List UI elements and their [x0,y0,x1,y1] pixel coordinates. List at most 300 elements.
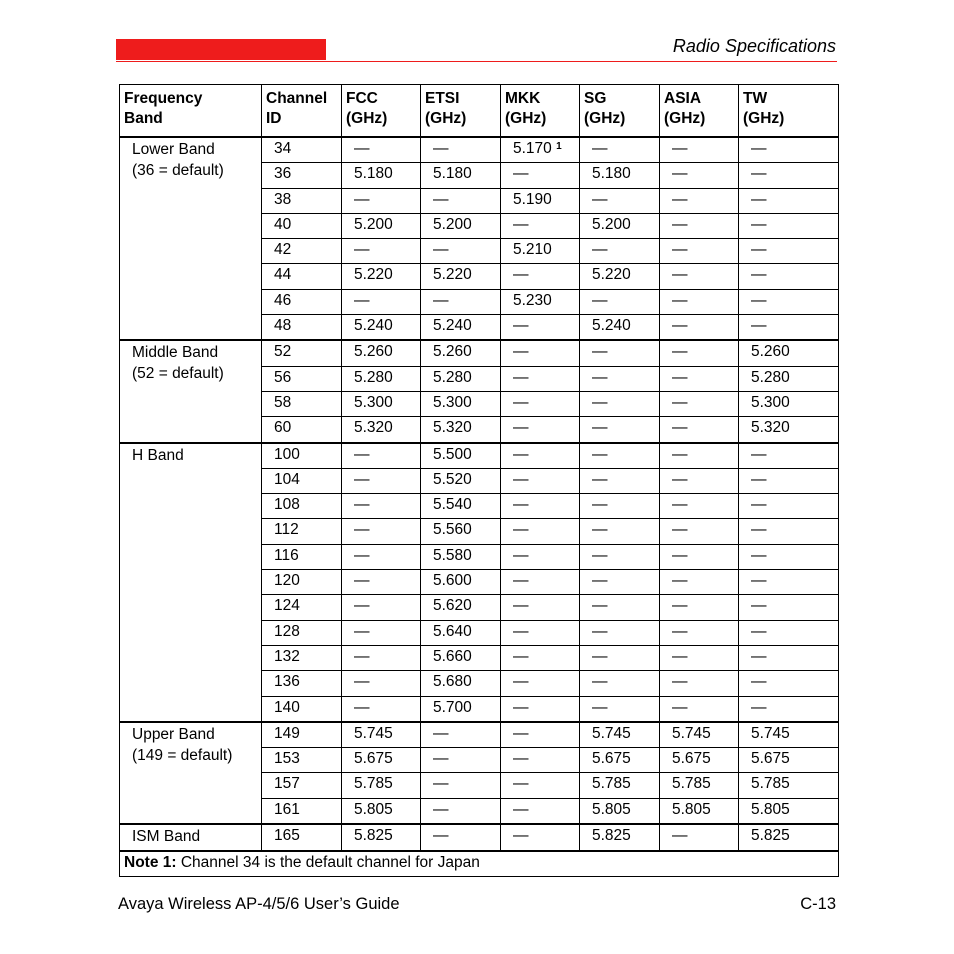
cell-value: 58 [274,393,292,411]
asia-frequency-cell [660,595,739,620]
asia-frequency-cell [660,671,739,696]
cell-value: 5.785 [672,775,711,793]
column-header-line: (GHz) [664,110,706,127]
cell-value: 5.180 [433,165,472,183]
cell-value: 46 [274,291,292,309]
tw-frequency-cell [739,417,839,443]
channel-id-cell [262,417,342,443]
cell-value: — [751,496,767,514]
cell-value: — [592,546,608,564]
tw-frequency-cell [739,494,839,519]
asia-frequency-cell [660,443,739,469]
asia-frequency-cell [660,289,739,314]
cell-value: — [513,419,529,437]
channel-id-cell [262,722,342,748]
cell-value: 5.190 [513,190,552,208]
cell-value: 112 [274,521,299,539]
mkk-frequency-cell [501,519,580,544]
fcc-frequency-cell [342,391,421,416]
fcc-frequency-cell [342,671,421,696]
asia-frequency-cell [660,748,739,773]
sg-frequency-cell [580,443,660,469]
cell-value: 5.210 [513,241,552,259]
cell-value: — [433,827,449,845]
cell-value: — [513,343,529,361]
etsi-frequency-cell [421,671,501,696]
cell-value: 5.280 [433,368,472,386]
cell-value: — [513,750,529,768]
asia-frequency-cell [660,137,739,163]
cell-value: — [592,673,608,691]
asia-frequency-cell [660,570,739,595]
asia-frequency-cell [660,773,739,798]
channel-id-cell [262,340,342,366]
cell-value: 5.220 [433,266,472,284]
channel-id-cell [262,391,342,416]
cell-value: — [433,800,449,818]
asia-frequency-cell [660,213,739,238]
fcc-frequency-cell [342,722,421,748]
cell-value: — [672,291,688,309]
tw-frequency-cell [739,188,839,213]
band-label: Lower Band [132,141,215,158]
fcc-frequency-cell [342,544,421,569]
column-header-line: (GHz) [425,110,467,127]
etsi-frequency-cell [421,289,501,314]
cell-value: — [672,496,688,514]
cell-value: — [354,140,370,157]
cell-value: — [354,647,370,665]
cell-value: — [592,368,608,386]
cell-value: — [672,572,688,590]
band-name-cell [120,722,262,824]
asia-frequency-cell [660,163,739,188]
cell-value: — [354,698,370,716]
tw-frequency-cell [739,443,839,469]
tw-frequency-cell [739,798,839,824]
sg-frequency-cell [580,468,660,493]
tw-frequency-cell [739,137,839,163]
cell-value: 5.640 [433,622,472,640]
cell-value: — [672,827,688,845]
cell-value: — [513,800,529,818]
sg-frequency-cell [580,595,660,620]
channel-id-cell [262,595,342,620]
cell-value: — [354,597,370,615]
column-header-line: ID [266,110,282,127]
cell-value: — [513,496,529,514]
mkk-frequency-cell [501,366,580,391]
footer-guide-title: Avaya Wireless AP-4/5/6 User’s Guide [118,895,400,913]
asia-frequency-cell [660,519,739,544]
sg-frequency-cell [580,137,660,163]
tw-frequency-cell [739,722,839,748]
column-header-line: (GHz) [584,110,626,127]
tw-frequency-cell [739,773,839,798]
column-header-frequency-band [120,85,262,138]
etsi-frequency-cell [421,443,501,469]
cell-value: — [513,266,529,284]
band-name-cell [120,137,262,340]
cell-value: — [672,546,688,564]
mkk-frequency-cell [501,544,580,569]
cell-value: — [592,698,608,716]
fcc-frequency-cell [342,824,421,851]
cell-value: — [751,572,767,590]
etsi-frequency-cell [421,340,501,366]
column-header-fcc [342,85,421,138]
fcc-frequency-cell [342,468,421,493]
cell-value: — [592,622,608,640]
sg-frequency-cell [580,289,660,314]
fcc-frequency-cell [342,289,421,314]
cell-value: — [354,521,370,539]
cell-value: 5.200 [354,215,393,233]
cell-value: 5.745 [354,724,393,742]
channel-id-cell [262,163,342,188]
cell-value: — [354,190,370,208]
tw-frequency-cell [739,391,839,416]
cell-value: 5.260 [433,343,472,361]
cell-value: 34 [274,140,292,157]
sg-frequency-cell [580,798,660,824]
etsi-frequency-cell [421,494,501,519]
cell-value: — [433,190,449,208]
cell-value: — [433,241,449,259]
cell-value: — [354,445,370,463]
etsi-frequency-cell [421,519,501,544]
cell-value: 48 [274,317,292,335]
tw-frequency-cell [739,620,839,645]
tw-frequency-cell [739,468,839,493]
cell-value: — [672,647,688,665]
sg-frequency-cell [580,773,660,798]
cell-value: — [592,419,608,437]
cell-value: — [751,241,767,259]
tw-frequency-cell [739,824,839,851]
sg-frequency-cell [580,722,660,748]
cell-value: 5.805 [672,800,711,818]
cell-value: — [672,521,688,539]
cell-value: 5.230 [513,291,552,309]
channel-id-cell [262,494,342,519]
fcc-frequency-cell [342,264,421,289]
fcc-frequency-cell [342,163,421,188]
footnote-row [120,851,839,877]
cell-value: — [672,622,688,640]
asia-frequency-cell [660,417,739,443]
cell-value: — [672,368,688,386]
fcc-frequency-cell [342,519,421,544]
cell-value: — [672,419,688,437]
cell-value: — [672,317,688,335]
cell-value: 36 [274,165,292,183]
channel-id-cell [262,315,342,341]
cell-value: — [513,393,529,411]
asia-frequency-cell [660,315,739,341]
cell-value: — [751,215,767,233]
cell-value: — [513,775,529,793]
cell-value: 5.805 [592,800,631,818]
cell-value: — [672,470,688,488]
asia-frequency-cell [660,722,739,748]
cell-value: — [433,775,449,793]
asia-frequency-cell [660,239,739,264]
mkk-frequency-cell [501,798,580,824]
etsi-frequency-cell [421,824,501,851]
cell-value: 42 [274,241,292,259]
mkk-frequency-cell [501,443,580,469]
fcc-frequency-cell [342,315,421,341]
cell-value: 5.675 [354,750,393,768]
column-header-line: Frequency [124,90,203,107]
cell-value: 136 [274,673,300,691]
mkk-frequency-cell [501,468,580,493]
table-row [120,722,839,748]
band-label: H Band [132,446,184,464]
cell-value: 140 [274,698,300,716]
cell-value: — [513,445,529,463]
cell-value: 5.745 [672,724,711,742]
tw-frequency-cell [739,239,839,264]
sg-frequency-cell [580,315,660,341]
mkk-frequency-cell [501,824,580,851]
fcc-frequency-cell [342,239,421,264]
tw-frequency-cell [739,315,839,341]
cell-value: — [513,724,529,742]
cell-value: — [513,597,529,615]
table-footnote [120,851,839,877]
cell-value: — [513,215,529,233]
tw-frequency-cell [739,595,839,620]
channel-id-cell [262,671,342,696]
cell-value: 5.560 [433,521,472,539]
cell-value: — [672,445,688,463]
fcc-frequency-cell [342,494,421,519]
channel-id-cell [262,544,342,569]
mkk-frequency-cell [501,188,580,213]
cell-value: 5.620 [433,597,472,615]
cell-value: — [751,190,767,208]
cell-value: 5.240 [354,317,393,335]
cell-value: — [513,165,529,183]
header-row [120,85,839,138]
cell-value: — [592,496,608,514]
band-label: (149 = default) [132,746,233,764]
cell-value: — [751,445,767,463]
sg-frequency-cell [580,620,660,645]
cell-value: 5.300 [751,393,790,411]
fcc-frequency-cell [342,748,421,773]
cell-value: — [592,291,608,309]
sg-frequency-cell [580,213,660,238]
sg-frequency-cell [580,391,660,416]
cell-value: 157 [274,775,300,793]
cell-value: 132 [274,647,300,665]
cell-value: — [513,622,529,640]
cell-value: — [751,622,767,640]
etsi-frequency-cell [421,620,501,645]
cell-value: 108 [274,496,300,514]
column-header-tw [739,85,839,138]
band-label: Upper Band [132,725,215,743]
footnote-marker: 1 [556,141,562,152]
mkk-frequency-cell [501,595,580,620]
cell-value: — [751,673,767,691]
asia-frequency-cell [660,645,739,670]
cell-value: — [433,140,449,157]
fcc-frequency-cell [342,696,421,722]
fcc-frequency-cell [342,570,421,595]
cell-value: — [433,750,449,768]
cell-value: 5.825 [751,827,790,845]
cell-value: 5.240 [592,317,631,335]
mkk-frequency-cell [501,494,580,519]
cell-value: 5.220 [592,266,631,284]
band-label: (52 = default) [132,365,224,383]
tw-frequency-cell [739,264,839,289]
mkk-frequency-cell [501,773,580,798]
fcc-frequency-cell [342,137,421,163]
fcc-frequency-cell [342,213,421,238]
cell-value: 5.520 [433,470,472,488]
cell-value: — [433,291,449,309]
mkk-frequency-cell [501,137,580,163]
cell-value: — [672,140,688,157]
cell-value: 124 [274,597,300,615]
cell-value: 5.200 [592,215,631,233]
column-header-line: (GHz) [505,110,547,127]
sg-frequency-cell [580,264,660,289]
cell-value: — [513,470,529,488]
etsi-frequency-cell [421,696,501,722]
column-header-line: ETSI [425,90,460,107]
band-label: Middle Band [132,344,219,362]
cell-value: 5.700 [433,698,472,716]
etsi-frequency-cell [421,544,501,569]
cell-value: — [672,190,688,208]
sg-frequency-cell [580,188,660,213]
fcc-frequency-cell [342,417,421,443]
sg-frequency-cell [580,519,660,544]
cell-value: — [672,165,688,183]
mkk-frequency-cell [501,696,580,722]
fcc-frequency-cell [342,773,421,798]
etsi-frequency-cell [421,366,501,391]
mkk-frequency-cell [501,163,580,188]
channel-id-cell [262,443,342,469]
channel-id-cell [262,620,342,645]
asia-frequency-cell [660,264,739,289]
cell-value: 5.680 [433,673,472,691]
cell-value: 52 [274,343,292,361]
cell-value: 5.745 [592,724,631,742]
cell-value: — [354,622,370,640]
header-red-bar [116,39,326,60]
cell-value: 5.660 [433,647,472,665]
column-header-mkk [501,85,580,138]
etsi-frequency-cell [421,417,501,443]
cell-value: — [592,393,608,411]
tw-frequency-cell [739,163,839,188]
cell-value: — [751,140,767,157]
channel-id-cell [262,748,342,773]
cell-value: — [751,521,767,539]
cell-value: — [513,368,529,386]
cell-value: — [592,521,608,539]
sg-frequency-cell [580,645,660,670]
channel-id-cell [262,137,342,163]
cell-value: — [592,445,608,463]
channel-id-cell [262,213,342,238]
cell-value: — [354,572,370,590]
mkk-frequency-cell [501,645,580,670]
mkk-frequency-cell [501,340,580,366]
cell-value: 38 [274,190,292,208]
running-head-title: Radio Specifications [672,36,836,56]
cell-value: — [592,241,608,259]
cell-value: 5.675 [751,750,790,768]
sg-frequency-cell [580,544,660,569]
column-header-line: ASIA [664,90,702,107]
cell-value: 5.320 [751,419,790,437]
cell-value: — [354,496,370,514]
cell-value: 5.170 [513,140,552,157]
column-header-channel-id [262,85,342,138]
cell-value: 5.825 [592,827,631,845]
channel-id-cell [262,645,342,670]
asia-frequency-cell [660,366,739,391]
cell-value: 5.675 [592,750,631,768]
cell-value: 5.785 [354,775,393,793]
column-header-line: (GHz) [743,110,785,127]
sg-frequency-cell [580,366,660,391]
channel-id-cell [262,264,342,289]
cell-value: — [751,698,767,716]
cell-value: — [672,266,688,284]
cell-value: 44 [274,266,292,284]
sg-frequency-cell [580,239,660,264]
tw-frequency-cell [739,645,839,670]
cell-value: 40 [274,215,292,233]
cell-value: — [672,673,688,691]
mkk-frequency-cell [501,748,580,773]
cell-value: 104 [274,470,300,488]
fcc-frequency-cell [342,188,421,213]
footnote-text: Channel 34 is the default channel for Japan [176,854,480,872]
tw-frequency-cell [739,519,839,544]
cell-value: 5.600 [433,572,472,590]
cell-value: — [354,241,370,259]
column-header-line: MKK [505,90,541,107]
asia-frequency-cell [660,340,739,366]
cell-value: — [672,215,688,233]
table-row [120,137,839,163]
sg-frequency-cell [580,417,660,443]
mkk-frequency-cell [501,289,580,314]
channel-id-cell [262,773,342,798]
channel-id-cell [262,468,342,493]
cell-value: — [513,317,529,335]
cell-value: 5.280 [354,368,393,386]
tw-frequency-cell [739,570,839,595]
cell-value: 5.540 [433,496,472,514]
cell-value: — [513,673,529,691]
cell-value: 5.200 [433,215,472,233]
etsi-frequency-cell [421,798,501,824]
cell-value: 5.675 [672,750,711,768]
mkk-frequency-cell [501,620,580,645]
